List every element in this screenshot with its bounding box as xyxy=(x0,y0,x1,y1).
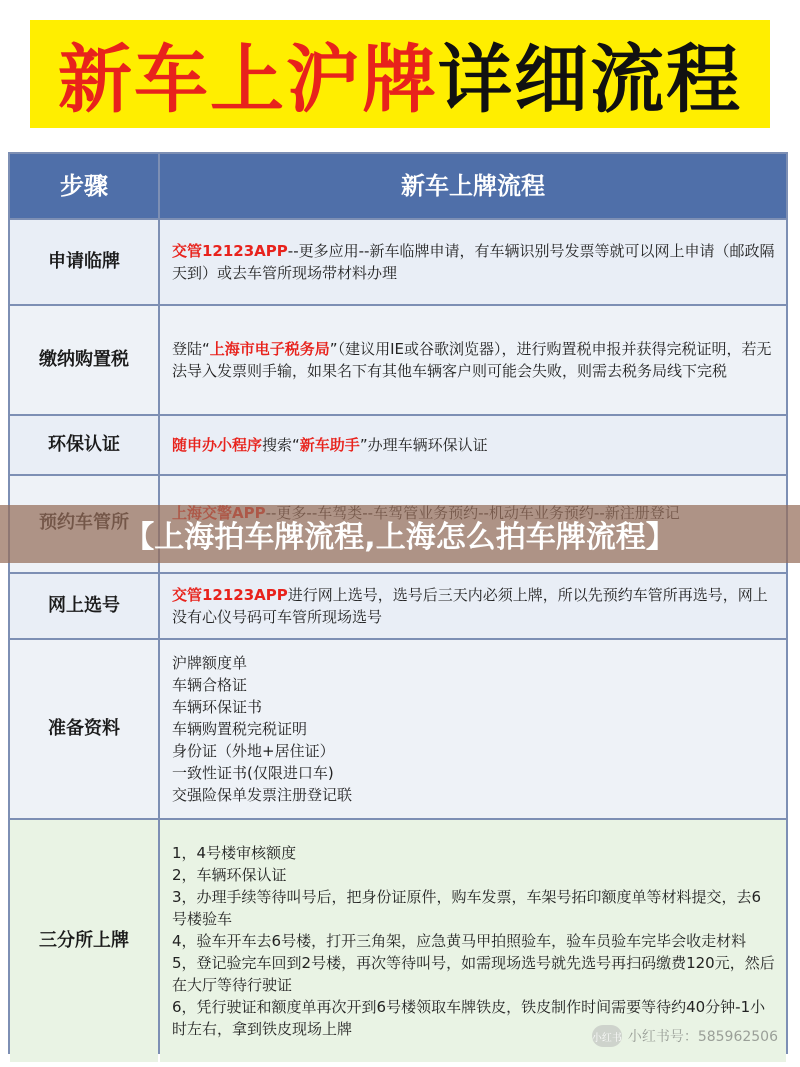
xiaohongshu-logo-icon: 小红书 xyxy=(592,1025,622,1047)
title-part-black: 详细流程 xyxy=(438,37,742,123)
caption-overlay: 【上海拍车牌流程,上海怎么拍车牌流程】 xyxy=(0,505,800,563)
list-item: 交强险保单发票注册登记联 xyxy=(172,786,353,804)
body-text: 登陆“ xyxy=(172,340,210,358)
list-item: 5，登记验完车回到2号楼，再次等待叫号，如需现场选号就先选号再扫码缴费120元，然后在大厅等待行驶证 xyxy=(172,954,775,994)
highlight-text: 交管12123APP xyxy=(172,586,288,604)
watermark-text: 小红书号：585962506 xyxy=(627,1029,778,1045)
step-label: 准备资料 xyxy=(10,640,158,818)
list-item: 沪牌额度单 xyxy=(172,654,248,672)
list-item: 6，凭行驶证和额度单再次开到6号楼领取车牌铁皮，铁皮制作时间需要等待约40分钟-1小时左右，拿到铁皮现场上牌 xyxy=(172,998,766,1038)
body-text: 搜索“ xyxy=(262,436,300,454)
highlight-text: 交管12123APP xyxy=(172,242,288,260)
list-item: 2，车辆环保认证 xyxy=(172,866,287,884)
process-table xyxy=(8,152,788,1054)
list-item: 身份证（外地+居住证） xyxy=(172,742,335,760)
list-item: 1，4号楼审核额度 xyxy=(172,844,297,862)
step-content xyxy=(160,574,786,638)
step-content xyxy=(160,416,786,474)
step-label: 缴纳购置税 xyxy=(10,306,158,414)
procedure-list xyxy=(172,842,776,1040)
step-content xyxy=(160,306,786,414)
step-label: 环保认证 xyxy=(10,416,158,474)
header-process: 新车上牌流程 xyxy=(160,154,786,218)
step-content xyxy=(160,220,786,304)
list-item: 3，办理手续等待叫号后，把身份证原件，购车发票，车架号拓印额度单等材料提交，去6号楼验车 xyxy=(172,888,762,928)
highlight-text: 新车助手 xyxy=(299,436,360,454)
highlight-text: 上海市电子税务局 xyxy=(209,340,330,358)
step-label: 申请临牌 xyxy=(10,220,158,304)
title-part-red: 新车上沪牌 xyxy=(58,37,438,123)
list-item: 一致性证书(仅限进口车) xyxy=(172,764,334,782)
list-item: 车辆环保证书 xyxy=(172,698,263,716)
step-label: 三分所上牌 xyxy=(10,820,158,1062)
list-item: 4，验车开车去6号楼，打开三角架，应急黄马甲拍照验车，验车员验车完毕会收走材料 xyxy=(172,932,747,950)
title-banner xyxy=(30,20,770,128)
highlight-text: 随申办小程序 xyxy=(172,436,263,454)
body-text: 进行网上选号，选号后三天内必须上牌，所以先预约车管所再选号，网上没有心仪号码可车管所现场选号 xyxy=(172,586,768,626)
list-item: 车辆购置税完税证明 xyxy=(172,720,308,738)
document-list xyxy=(172,652,352,806)
body-text: ”办理车辆环保认证 xyxy=(359,436,488,454)
watermark xyxy=(592,1025,778,1047)
header-step: 步骤 xyxy=(10,154,158,218)
body-text: --更多应用--新车临牌申请，有车辆识别号发票等就可以网上申请（邮政隔天到）或去车管所现场带材料办理 xyxy=(172,242,775,282)
step-content xyxy=(160,640,786,818)
step-label: 网上选号 xyxy=(10,574,158,638)
list-item: 车辆合格证 xyxy=(172,676,248,694)
body-text: ”（建议用IE或谷歌浏览器），进行购置税申报并获得完税证明，若无法导入发票则手输，如果名下有其他车辆客户则可能会失败，则需去税务局线下完税 xyxy=(172,340,772,380)
